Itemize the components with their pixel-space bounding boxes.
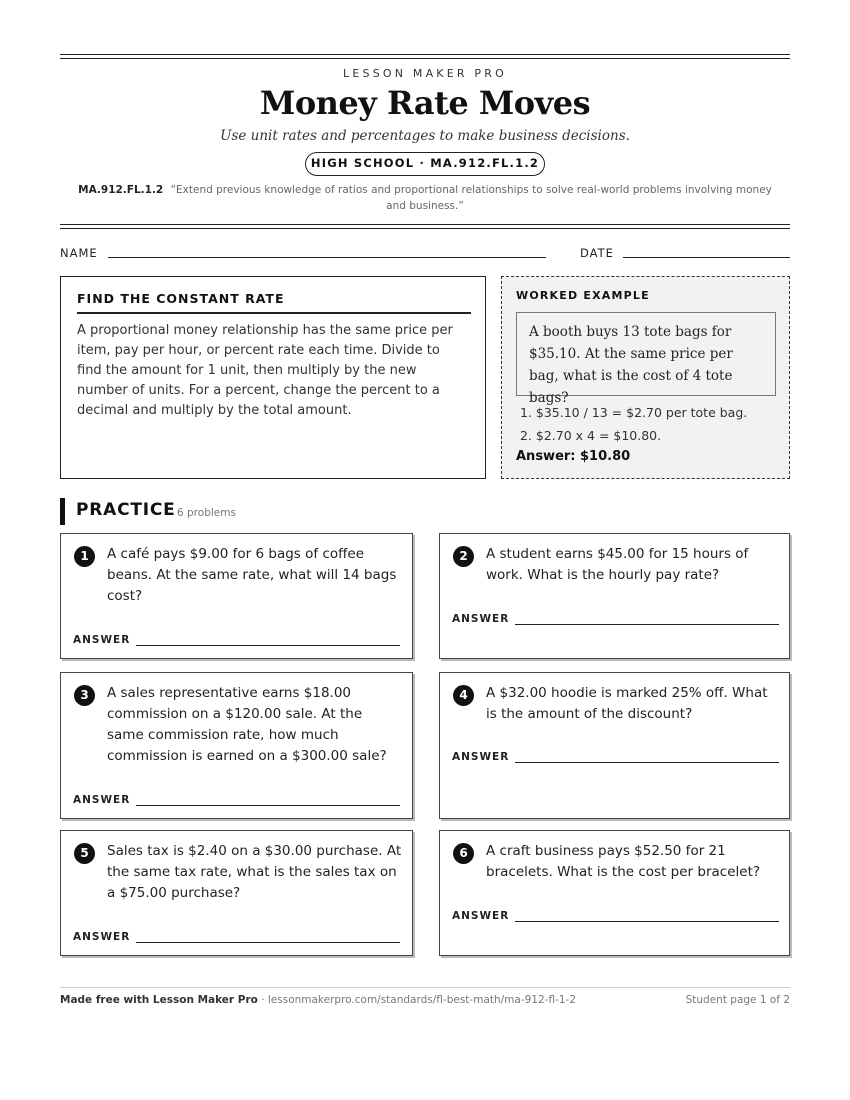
worked-example-heading: WORKED EXAMPLE	[516, 289, 650, 302]
problem-number-badge: 3	[74, 685, 95, 706]
problem-text: A café pays $9.00 for 6 bags of coffee beans. At the same rate, what will 14 bags cost?	[107, 546, 397, 604]
practice-count: 6 problems	[177, 507, 236, 519]
practice-accent-bar	[60, 498, 65, 525]
problem-card-5	[60, 830, 413, 956]
footer-page-number: Student page 1 of 2	[685, 994, 790, 1006]
problem-number-badge: 1	[74, 546, 95, 567]
answer-label: ANSWER	[452, 910, 510, 922]
footer-url[interactable]: · lessonmakerpro.com/standards/fl-best-math/ma-912-fl-1-2	[257, 994, 576, 1006]
answer-field-3[interactable]	[136, 805, 400, 806]
concept-heading: FIND THE CONSTANT RATE	[77, 291, 471, 314]
name-field[interactable]	[108, 257, 546, 258]
date-label: DATE	[580, 246, 614, 260]
problem-number-badge: 6	[453, 843, 474, 864]
problem-text: Sales tax is $2.40 on a $30.00 purchase. At the same tax rate, what is the sales tax on a $75.00 purchase?	[107, 843, 402, 901]
answer-label: ANSWER	[73, 794, 131, 806]
answer-field-4[interactable]	[515, 762, 779, 763]
standard-text: “Extend previous knowledge of ratios and proportional relationships to solve real-world problems involving money and business.”	[170, 184, 772, 212]
standard-code: MA.912.FL.1.2	[78, 184, 164, 196]
brand-name: LESSON MAKER PRO	[343, 67, 507, 80]
problem-text: A $32.00 hoodie is marked 25% off. What is the amount of the discount?	[486, 685, 768, 722]
answer-label: ANSWER	[73, 634, 131, 646]
worked-example-problem: A booth buys 13 tote bags for $35.10. At the same price per bag, what is the cost of 4 tote bags?	[516, 312, 776, 396]
answer-label: ANSWER	[452, 613, 510, 625]
footer-rule	[60, 987, 790, 988]
problem-number-badge: 4	[453, 685, 474, 706]
problem-card-1	[60, 533, 413, 659]
footer-made-with: Made free with Lesson Maker Pro	[60, 994, 258, 1006]
page-subtitle: Use unit rates and percentages to make business decisions.	[220, 128, 630, 144]
header-top-rule	[60, 54, 790, 59]
footer-credit	[60, 994, 576, 1006]
standard-description	[70, 182, 780, 214]
problem-card-4	[439, 672, 790, 819]
problem-text: A student earns $45.00 for 15 hours of work. What is the hourly pay rate?	[486, 546, 749, 583]
level-badge: HIGH SCHOOL · MA.912.FL.1.2	[305, 152, 545, 176]
problem-card-6	[439, 830, 790, 956]
practice-heading: PRACTICE	[76, 500, 176, 520]
problem-number-badge: 2	[453, 546, 474, 567]
worked-example-answer: Answer: $10.80	[516, 449, 631, 464]
concept-body: A proportional money relationship has the same price per item, pay per hour, or percent rate each time. Divide to find the amount for 1 unit, then multiply by the new number of units. For a percent, change the percent to a decimal and multiply by the total amount.	[77, 323, 453, 418]
date-field[interactable]	[623, 257, 790, 258]
answer-label: ANSWER	[73, 931, 131, 943]
name-label: NAME	[60, 246, 98, 260]
problem-text: A sales representative earns $18.00 commission on a $120.00 sale. At the same commission rate, how much commission is earned on a $300.00 sale?	[107, 685, 387, 764]
worked-example-step: 1. $35.10 / 13 = $2.70 per tote bag.	[520, 405, 748, 420]
problem-card-2	[439, 533, 790, 659]
answer-field-5[interactable]	[136, 942, 400, 943]
answer-field-1[interactable]	[136, 645, 400, 646]
problem-card-3	[60, 672, 413, 819]
worked-example-box	[501, 276, 790, 479]
answer-field-6[interactable]	[515, 921, 779, 922]
worked-example-step: 2. $2.70 x 4 = $10.80.	[520, 428, 662, 443]
page-title: Money Rate Moves	[259, 84, 591, 122]
concept-box	[60, 276, 486, 479]
answer-label: ANSWER	[452, 751, 510, 763]
worked-example-steps	[520, 401, 785, 447]
problem-number-badge: 5	[74, 843, 95, 864]
answer-field-2[interactable]	[515, 624, 779, 625]
problem-text: A craft business pays $52.50 for 21 bracelets. What is the cost per bracelet?	[486, 843, 761, 880]
header-bottom-rule	[60, 224, 790, 229]
